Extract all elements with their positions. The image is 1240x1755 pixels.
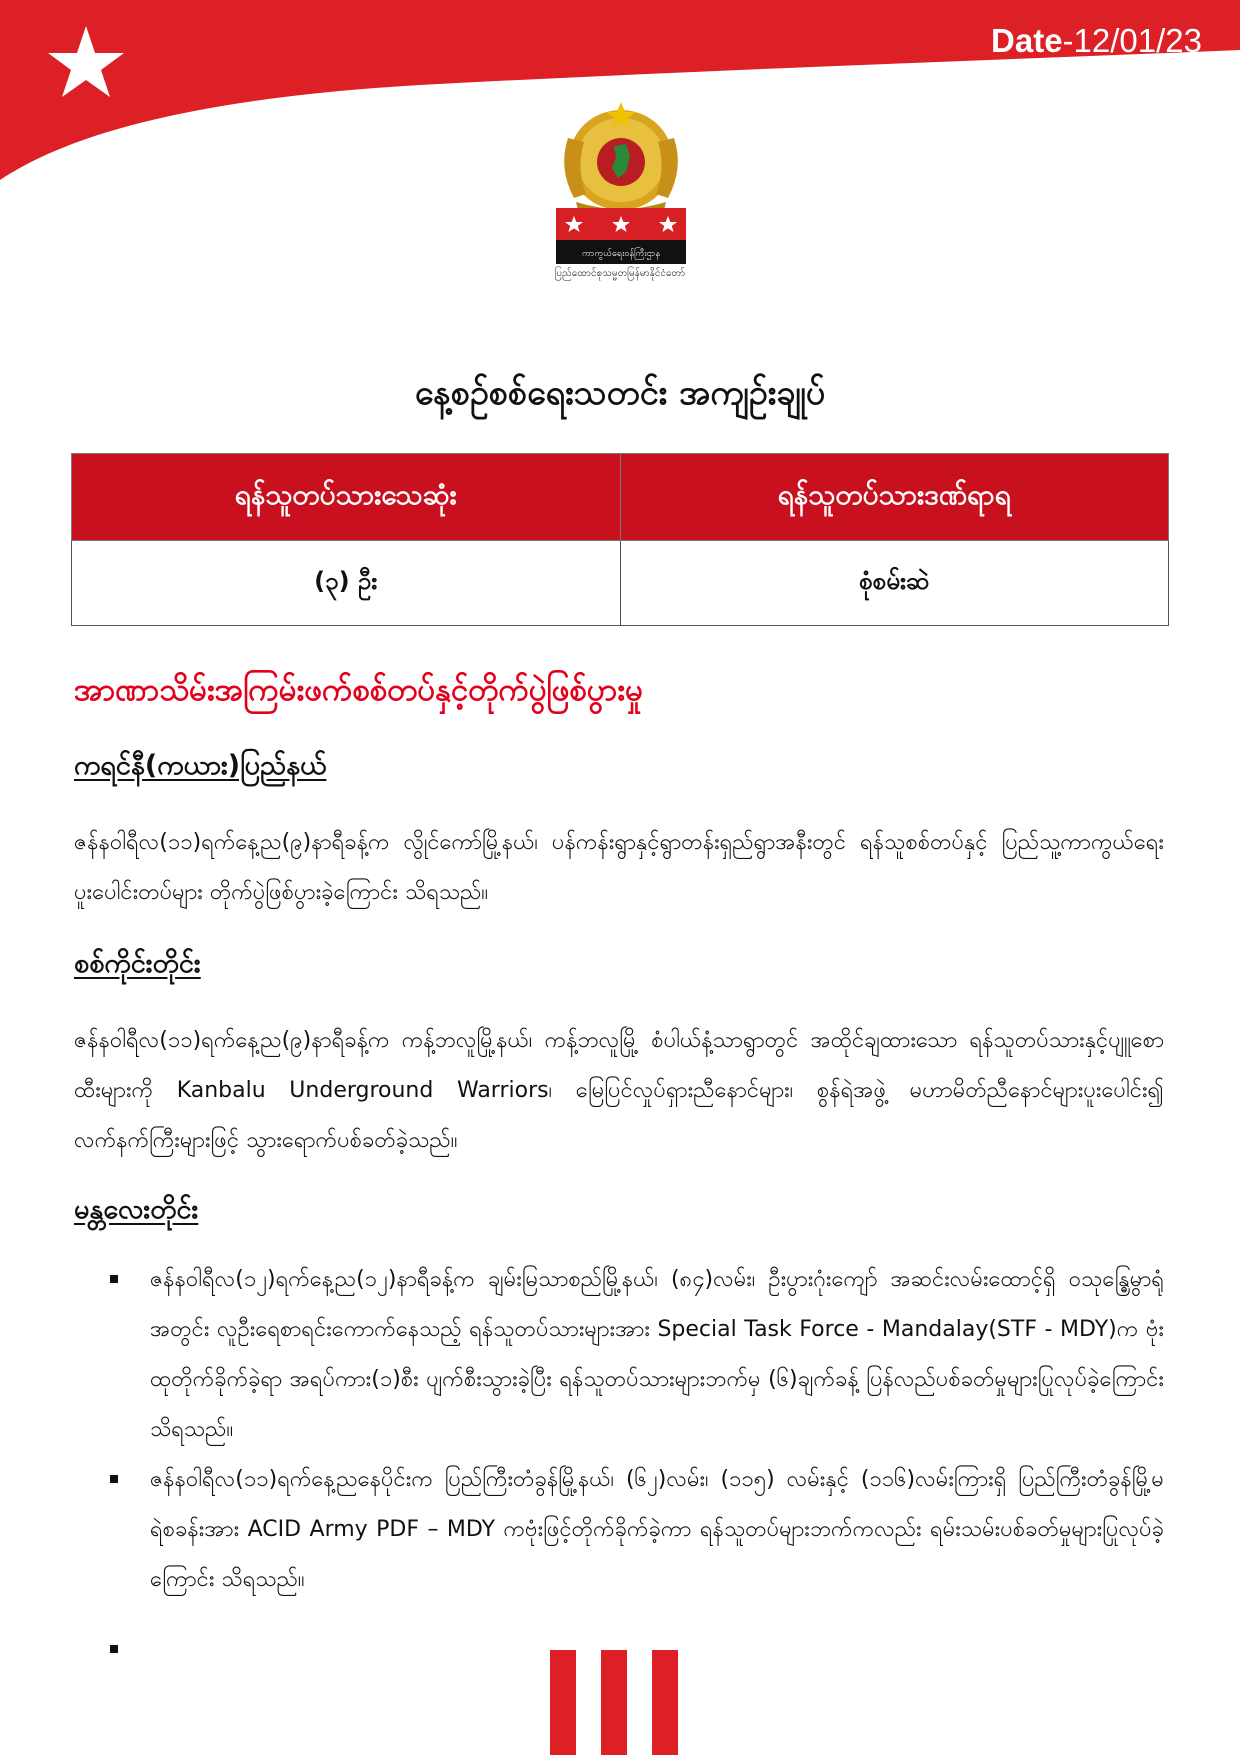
region-heading-sagaing: စစ်ကိုင်းတိုင်း — [74, 948, 201, 979]
killed-count: (၃) ဦး — [72, 541, 621, 626]
bullet-icon — [110, 1275, 118, 1283]
state-emblem-icon — [556, 98, 686, 288]
wounded-status: စုံစမ်းဆဲ — [620, 541, 1169, 626]
footer-stripes-icon — [550, 1650, 678, 1755]
summary-table — [71, 453, 1169, 626]
emblem-country: ပြည်ထောင်စုသမ္မတမြန်မာနိုင်ငံတော် — [554, 268, 686, 279]
page-title: နေ့စဉ်စစ်ရေးသတင်း အကျဉ်းချုပ် — [414, 373, 826, 413]
table-row — [72, 541, 1169, 626]
section-heading: အာဏာသိမ်းအကြမ်းဖက်စစ်တပ်နှင့်တိုက်ပွဲဖြစ်ပွားမှု — [74, 672, 643, 708]
region-heading-mandalay: မန္တလေးတိုင်း — [74, 1194, 199, 1225]
date-label: Date — [991, 22, 1063, 59]
region-paragraph-karenni: ဇန်နဝါရီလ(၁၁)ရက်နေ့ည(၉)နာရီခန့်က လွိုင်ကော်မြို့နယ်၊ ပန်ကန်းရွာနှင့်ရွာတန်းရှည်ရွာအနီးတွင် ရန်သူစစ်တပ်နှင့် ပြည်သူ့ကာကွယ်ရေးပူးပေါင်းတပ်များ တိုက်ပွဲဖြစ်ပွားခဲ့ကြောင်း သိရသည်။ — [74, 830, 1164, 905]
region-heading-karenni: ကရင်နီ(ကယား)ပြည်နယ် — [74, 750, 327, 781]
table-header-row — [72, 454, 1169, 541]
emblem-caption: ကာကွယ်ရေးဝန်ကြီးဌာန — [581, 249, 661, 259]
date — [991, 22, 1202, 60]
bullet-icon — [110, 1645, 118, 1653]
mandalay-bullet-list — [110, 1255, 1164, 1665]
list-item — [110, 1455, 1164, 1625]
date-value: -12/01/23 — [1062, 22, 1202, 59]
region-paragraph-sagaing: ဇန်နဝါရီလ(၁၁)ရက်နေ့ည(၉)နာရီခန့်က ကန့်ဘလူမြို့နယ်၊ ကန့်ဘလူမြို့ စံပါယ်နံ့သာရွာတွင် အထိုင်ချထားသော ရန်သူတပ်သားနှင့်ပျူစောထီးများကို Kanbalu Underground Warriors၊ မြေပြင်လှုပ်ရှားညီနောင်များ၊ စွန်ရဲအဖွဲ့ မဟာမိတ်ညီနောင်များပူးပေါင်း၍ လက်နက်ကြီးများဖြင့် သွားရောက်ပစ်ခတ်ခဲ့သည်။ — [74, 1028, 1164, 1153]
bullet-icon — [110, 1475, 118, 1483]
list-item — [110, 1255, 1164, 1455]
list-item-text: ဇန်နဝါရီလ(၁၁)ရက်နေ့ညနေပိုင်းက ပြည်ကြီးတံခွန်မြို့နယ်၊ (၆၂)လမ်း၊ (၁၁၅) လမ်းနှင့် (၁၁၆)လမ်းကြားရှိ ပြည်ကြီးတံခွန်မြို့မရဲစခန်းအား ACID Army PDF – MDY ကဗုံးဖြင့်တိုက်ခိုက်ခဲ့ကာ ရန်သူတပ်များဘက်ကလည်း ရမ်းသမ်းပစ်ခတ်မှုများပြုလုပ်ခဲ့ကြောင်း သိရသည်။ — [150, 1467, 1164, 1592]
table-header-wounded: ရန်သူတပ်သားဒဏ်ရာရ — [620, 454, 1169, 541]
table-header-killed: ရန်သူတပ်သားသေဆုံး — [72, 454, 621, 541]
list-item-text: ဇန်နဝါရီလ(၁၂)ရက်နေ့ည(၁၂)နာရီခန့်က ချမ်းမြသာစည်မြို့နယ်၊ (၈၄)လမ်း၊ ဦးပွားဂုံးကျော် အဆင်းလမ်းထောင့်ရှိ ဝသုန္ဓြေမွာရုံအတွင်း လူဦးရေစာရင်းကောက်နေသည့် ရန်သူတပ်သားများအား Special Task Force - Mandalay(STF - MDY)က ဗုံးထုတိုက်ခိုက်ခဲ့ရာ အရပ်ကား(၁)စီး ပျက်စီးသွားခဲ့ပြီး ရန်သူတပ်သားများဘက်မှ (၆)ချက်ခန့် ပြန်လည်ပစ်ခတ်မှုများပြုလုပ်ခဲ့ကြောင်း သိရသည်။ — [150, 1267, 1164, 1442]
